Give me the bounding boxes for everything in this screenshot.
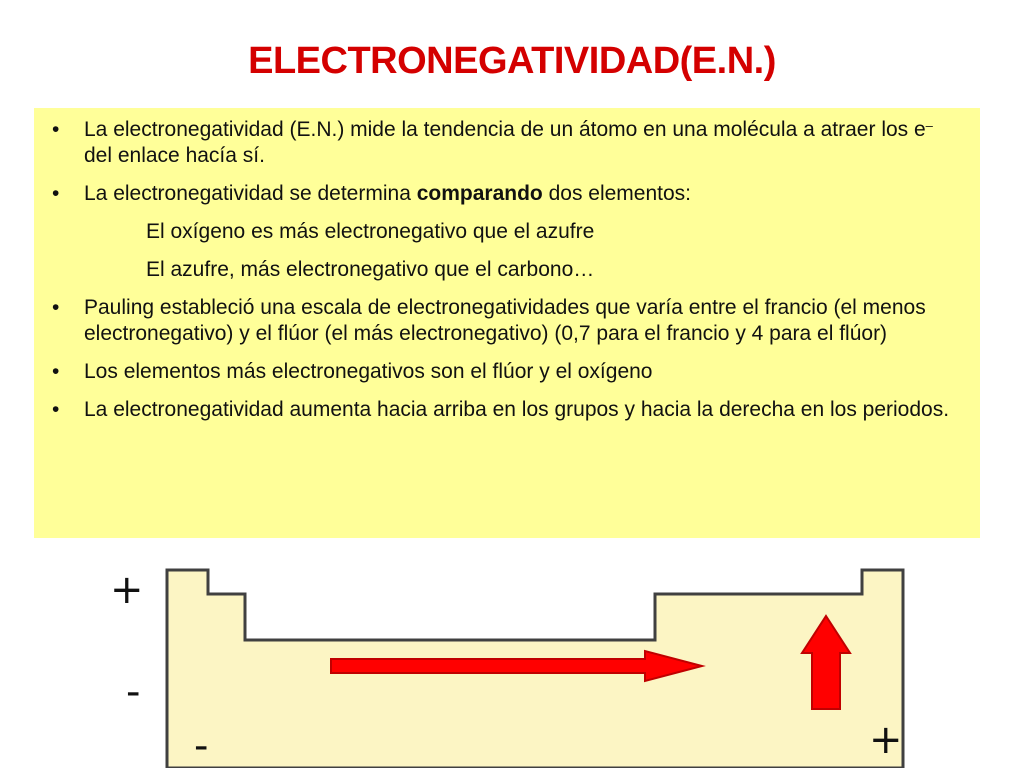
- sign-plus-bottom-right: +: [869, 717, 903, 763]
- bullet-text: La electronegatividad aumenta hacia arriba en los grupos y hacia la derecha en los periodos.: [84, 398, 950, 421]
- bullet-icon: •: [52, 398, 60, 421]
- sign-minus-left: -: [126, 669, 141, 715]
- example-line-sulfur: El azufre, más electronegativo que el carbono…: [146, 258, 595, 281]
- bullet-text-tail: del enlace hacía sí.: [84, 144, 265, 167]
- example-line-oxygen: El oxígeno es más electronegativo que el azufre: [146, 220, 595, 243]
- bullet-icon: •: [52, 182, 60, 205]
- bullet-icon: •: [52, 118, 60, 141]
- slide-title: ELECTRONEGATIVIDAD(E.N.): [248, 40, 776, 82]
- bullet-text-tail: dos elementos:: [542, 182, 692, 205]
- bullet-icon: •: [52, 296, 60, 319]
- bullet-text: La electronegatividad se determina: [84, 182, 417, 205]
- sign-plus-top-left: +: [110, 567, 144, 613]
- bullet-text: La electronegatividad (E.N.) mide la tendencia de un átomo en una molécula a atraer los e: [84, 118, 926, 141]
- sign-minus-bottom: -: [194, 723, 209, 769]
- bullet-text: Los elementos más electronegativos son el flúor y el oxígeno: [84, 360, 653, 383]
- bullet-bold-word: comparando: [416, 182, 543, 205]
- electron-superscript: –: [925, 118, 933, 133]
- bullet-text: Pauling estableció una escala de electronegatividades que varía entre el francio (el menos electronegativo) y el flúor (el más electronegativo) (0,7 para el francio y 4 para el flúor): [84, 296, 926, 345]
- bullet-icon: •: [52, 360, 60, 383]
